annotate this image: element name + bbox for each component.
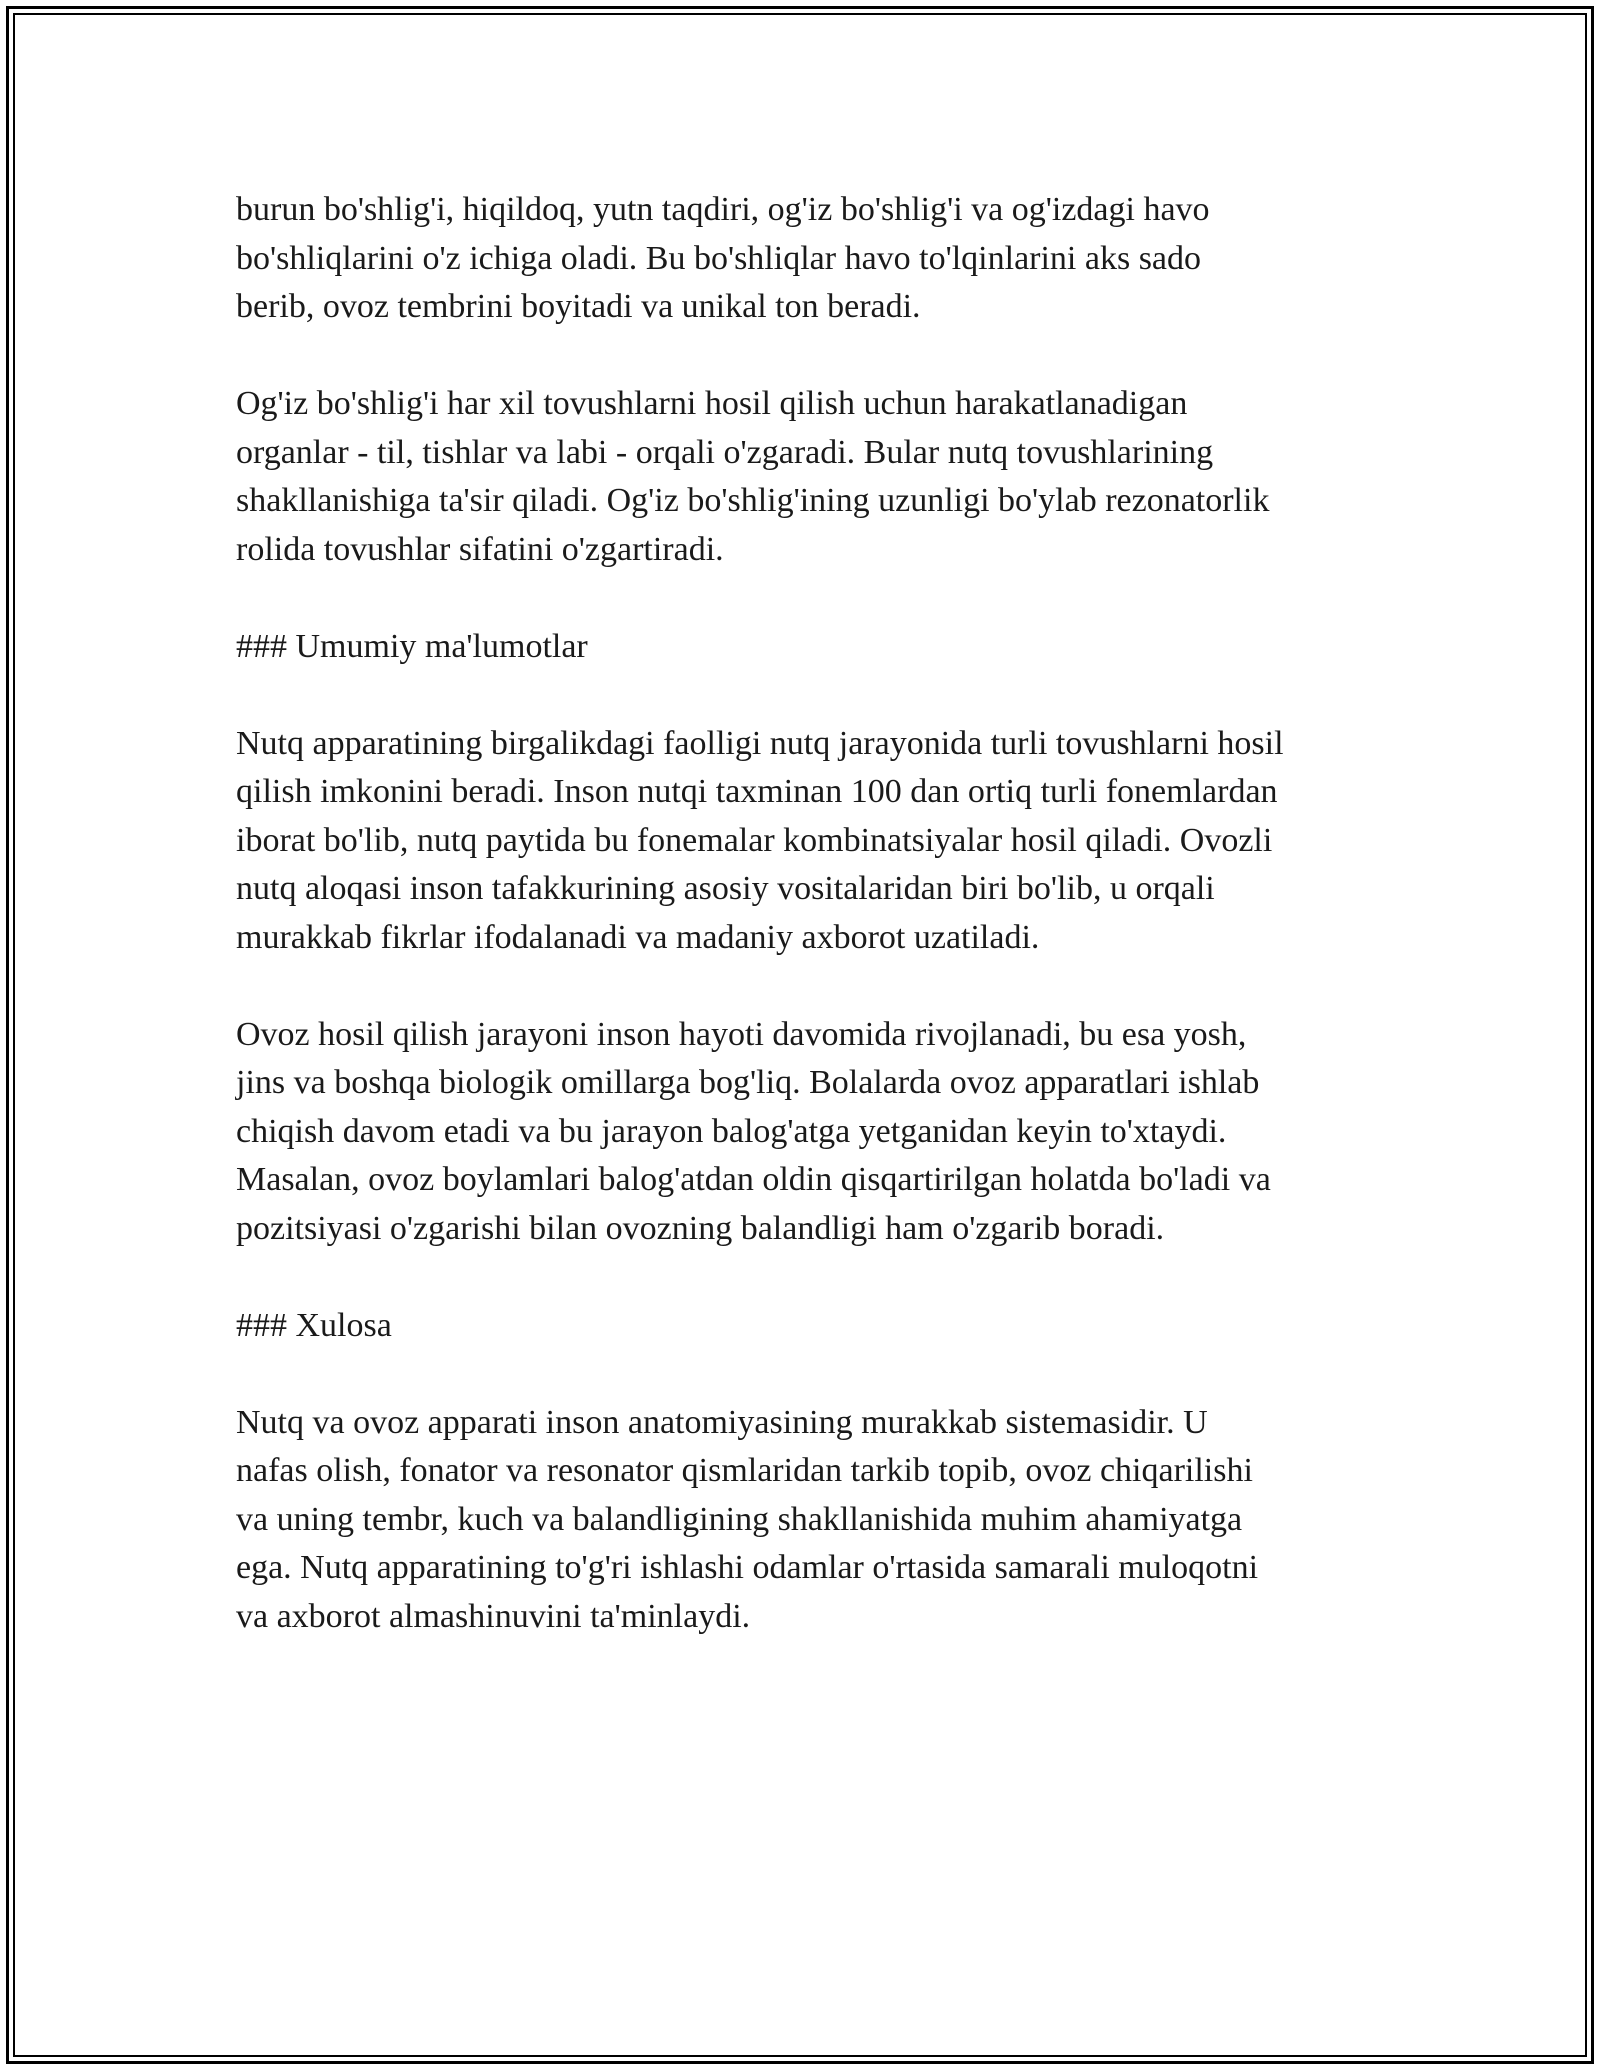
paragraph-resonator-cavities: burun bo'shlig'i, hiqildoq, yutn taqdiri, og'iz bo'shlig'i va og'izdagi havo bo'shliqlarini o'z ichiga oladi. Bu bo'shliqlar havo to'lqinlarini aks sado berib, ovoz tembrini boyitadi va unikal ton beradi. bbox=[236, 191, 1210, 325]
section-heading-conclusion: ### Xulosa bbox=[236, 1306, 392, 1344]
document-body bbox=[236, 186, 1386, 1690]
paragraph-speech-apparatus: Nutq apparatining birgalikdagi faolligi nutq jarayonida turli tovushlarni hosil qilish imkonini beradi. Inson nutqi taxminan 100 dan ortiq turli fonemlardan iborat bo'lib, nutq paytida bu fonemalar kombinatsiyalar hosil qiladi. Ovozli nutq aloqasi inson tafakkurining asosiy vositalaridan biri bo'lib, u orqali murakkab fikrlar ifodalanadi va madaniy axborot uzatiladi. bbox=[236, 724, 1284, 956]
paragraph-conclusion: Nutq va ovoz apparati inson anatomiyasining murakkab sistemasidir. U nafas olish, fonator va resonator qismlaridan tarkib topib, ovoz chiqarilishi va uning tembr, kuch va balandligining shakllanishida muhim ahamiyatga ega. Nutq apparatining to'g'ri ishlashi odamlar o'rtasida samarali muloqotni va axborot almashinuvini ta'minlaydi. bbox=[236, 1403, 1259, 1635]
paragraph-oral-cavity: Og'iz bo'shlig'i har xil tovushlarni hosil qilish uchun harakatlanadigan organlar - til, tishlar va labi - orqali o'zgaradi. Bular nutq tovushlarining shakllanishiga ta'sir qiladi. Og'iz bo'shlig'ining uzunligi bo'ylab rezonatorlik rolida tovushlar sifatini o'zgartiradi. bbox=[236, 385, 1270, 568]
paragraph-voice-development: Ovoz hosil qilish jarayoni inson hayoti davomida rivojlanadi, bu esa yosh, jins va boshqa biologik omillarga bog'liq. Bolalarda ovoz apparatlari ishlab chiqish davom etadi va bu jarayon balog'atga yetganidan keyin to'xtaydi. Masalan, ovoz boylamlari balog'atdan oldin qisqartirilgan holatda bo'ladi va pozitsiyasi o'zgarishi bilan ovozning balandligi ham o'zgarib boradi. bbox=[236, 1015, 1271, 1247]
section-heading-general-info: ### Umumiy ma'lumotlar bbox=[236, 627, 588, 665]
